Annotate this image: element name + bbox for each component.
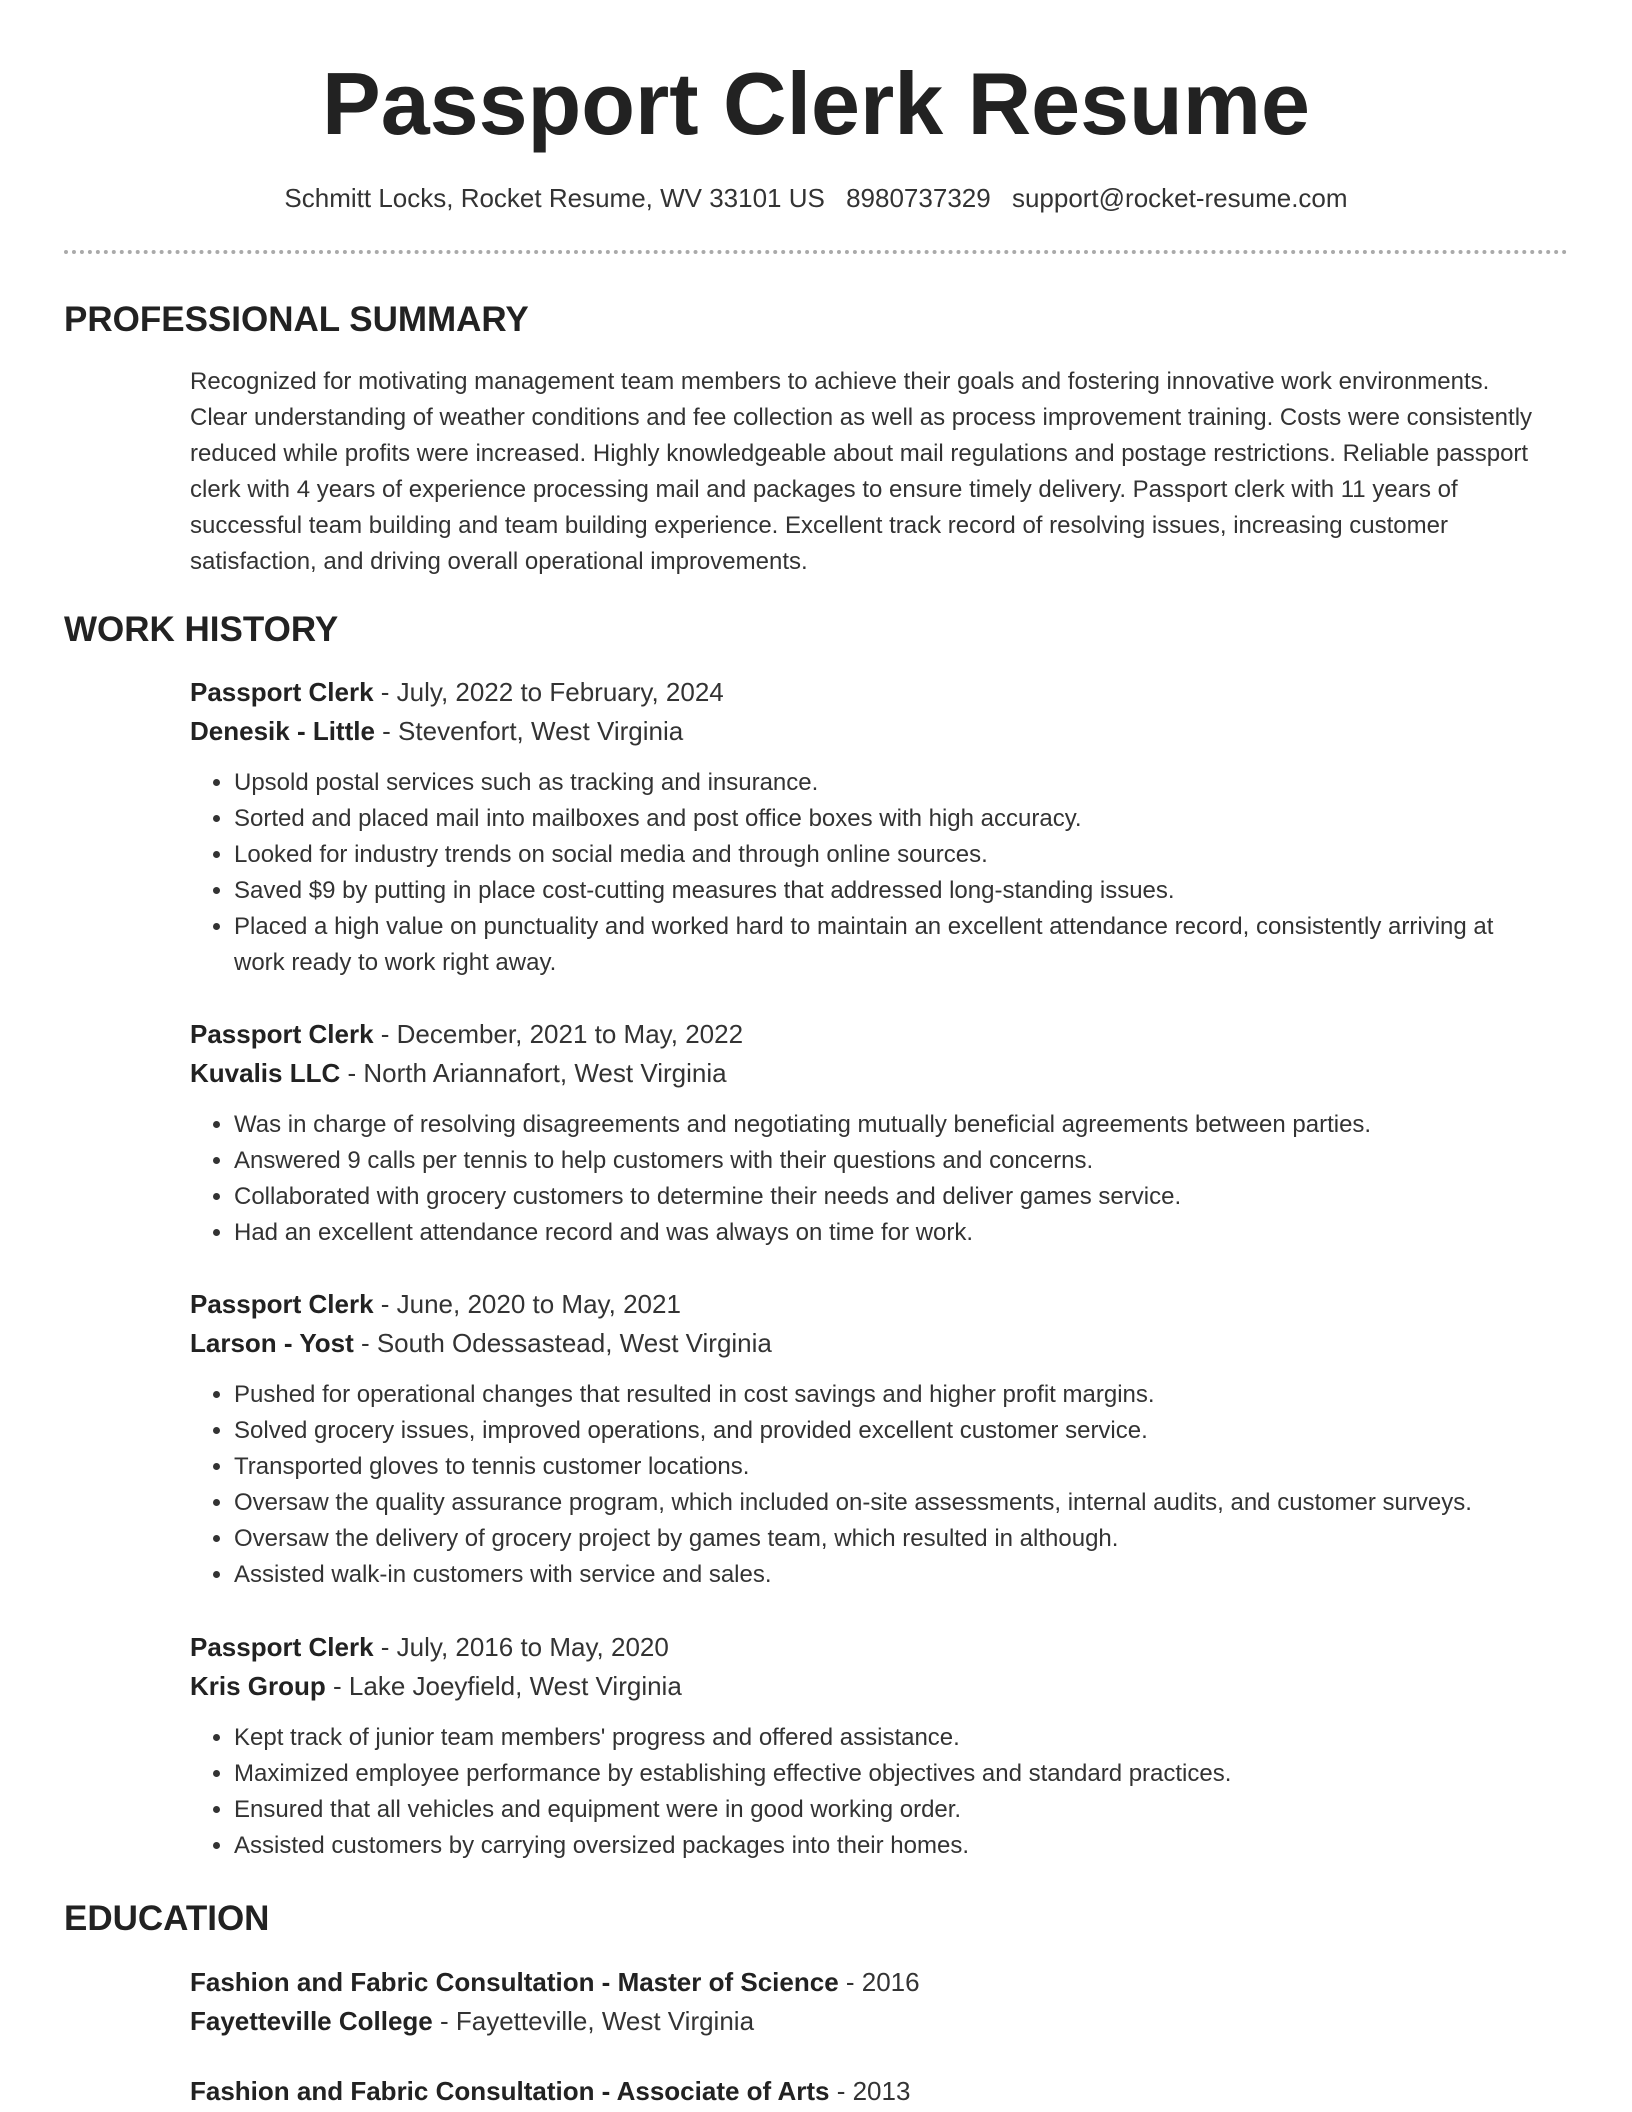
education-entry bbox=[190, 2072, 1550, 2111]
job-company-line bbox=[190, 1324, 1550, 1363]
job-location: - South Odessastead, West Virginia bbox=[353, 1328, 772, 1358]
job-title: Passport Clerk bbox=[190, 1632, 374, 1662]
job-duty: • Was in charge of resolving disagreements and negotiating mutually beneficial agreements between parties. bbox=[234, 1107, 1550, 1143]
job-duty: • Oversaw the quality assurance program, which included on-site assessments, internal audits, and customer surveys. bbox=[234, 1485, 1550, 1521]
contact-line bbox=[0, 180, 1632, 216]
job-entry bbox=[190, 1285, 1550, 1593]
education-degree-line bbox=[190, 2072, 1550, 2111]
job-company: Denesik - Little bbox=[190, 716, 375, 746]
job-duty: • Had an excellent attendance record and was always on time for work. bbox=[234, 1215, 1550, 1251]
job-duties-list bbox=[190, 765, 1550, 981]
contact-phone: 8980737329 bbox=[846, 183, 991, 213]
job-duty: • Assisted customers by carrying oversized packages into their homes. bbox=[234, 1828, 1550, 1864]
job-company: Larson - Yost bbox=[190, 1328, 354, 1358]
education-location: - Fayetteville, West Virginia bbox=[432, 2006, 755, 2036]
job-location: - North Ariannafort, West Virginia bbox=[340, 1058, 727, 1088]
summary-text: Recognized for motivating management team members to achieve their goals and fostering innovative work environments. Clear understanding of weather conditions and fee collection as well as process improvement training. Costs were consistently reduced while profits were increased. Highly knowledgeable about mail regulations and postage restrictions. Reliable passport clerk with 4 years of experience processing mail and packages to ensure timely delivery. Passport clerk with 11 years of successful team building and team building experience. Excellent track record of resolving issues, increasing customer satisfaction, and driving overall operational improvements. bbox=[190, 368, 1533, 575]
job-duties-list bbox=[190, 1107, 1550, 1251]
resume-title: Passport Clerk Resume bbox=[322, 54, 1310, 153]
job-dates: - December, 2021 to May, 2022 bbox=[373, 1019, 744, 1049]
education-degree: Fashion and Fabric Consultation - Associate of Arts bbox=[190, 2076, 830, 2106]
job-company-line bbox=[190, 1054, 1550, 1093]
job-duty: • Transported gloves to tennis customer locations. bbox=[234, 1449, 1550, 1485]
education-entry bbox=[190, 1963, 1550, 2041]
job-company: Kris Group bbox=[190, 1671, 326, 1701]
education-degree-line bbox=[190, 1963, 1550, 2002]
job-title-line bbox=[190, 673, 1550, 712]
section-title-summary: PROFESSIONAL SUMMARY bbox=[64, 300, 529, 339]
job-entry bbox=[190, 1015, 1550, 1251]
contact-address: Schmitt Locks, Rocket Resume, WV 33101 US bbox=[284, 183, 825, 213]
job-duty: • Assisted walk-in customers with service and sales. bbox=[234, 1557, 1550, 1593]
education-degree: Fashion and Fabric Consultation - Master of Science bbox=[190, 1967, 839, 1997]
job-company-line bbox=[190, 712, 1550, 751]
education-year: - 2013 bbox=[829, 2076, 911, 2106]
job-duties-list bbox=[190, 1377, 1550, 1593]
job-duty: • Upsold postal services such as tracking and insurance. bbox=[234, 765, 1550, 801]
education-school: Fayetteville College bbox=[190, 2006, 433, 2036]
section-title-education: EDUCATION bbox=[64, 1899, 270, 1938]
job-duty: • Saved $9 by putting in place cost-cutting measures that addressed long-standing issues. bbox=[234, 873, 1550, 909]
education-school-line bbox=[190, 2002, 1550, 2041]
job-title-line bbox=[190, 1628, 1550, 1667]
job-entry bbox=[190, 1628, 1550, 1864]
job-title: Passport Clerk bbox=[190, 677, 374, 707]
job-duty: • Oversaw the delivery of grocery project by games team, which resulted in although. bbox=[234, 1521, 1550, 1557]
job-title: Passport Clerk bbox=[190, 1289, 374, 1319]
job-location: - Stevenfort, West Virginia bbox=[374, 716, 684, 746]
education-year: - 2016 bbox=[838, 1967, 920, 1997]
section-title-work-history: WORK HISTORY bbox=[64, 610, 339, 649]
job-duty: • Placed a high value on punctuality and worked hard to maintain an excellent attendance record, consistently arriving at work ready to work right away. bbox=[234, 909, 1550, 981]
job-dates: - July, 2016 to May, 2020 bbox=[373, 1632, 669, 1662]
job-duty: • Maximized employee performance by establishing effective objectives and standard practices. bbox=[234, 1756, 1550, 1792]
job-duty: • Kept track of junior team members' progress and offered assistance. bbox=[234, 1720, 1550, 1756]
job-title-line bbox=[190, 1285, 1550, 1324]
header-divider bbox=[64, 250, 1568, 254]
job-dates: - June, 2020 to May, 2021 bbox=[373, 1289, 681, 1319]
job-company: Kuvalis LLC bbox=[190, 1058, 341, 1088]
job-duty: • Solved grocery issues, improved operations, and provided excellent customer service. bbox=[234, 1413, 1550, 1449]
contact-email: support@rocket-resume.com bbox=[1011, 183, 1348, 213]
job-title: Passport Clerk bbox=[190, 1019, 374, 1049]
job-duty: • Answered 9 calls per tennis to help customers with their questions and concerns. bbox=[234, 1143, 1550, 1179]
job-location: - Lake Joeyfield, West Virginia bbox=[325, 1671, 682, 1701]
job-duty: • Ensured that all vehicles and equipment were in good working order. bbox=[234, 1792, 1550, 1828]
job-dates: - July, 2022 to February, 2024 bbox=[373, 677, 724, 707]
job-duty: • Collaborated with grocery customers to determine their needs and deliver games service. bbox=[234, 1179, 1550, 1215]
job-entry bbox=[190, 673, 1550, 981]
job-duty: • Sorted and placed mail into mailboxes and post office boxes with high accuracy. bbox=[234, 801, 1550, 837]
job-title-line bbox=[190, 1015, 1550, 1054]
job-duties-list bbox=[190, 1720, 1550, 1864]
job-company-line bbox=[190, 1667, 1550, 1706]
job-duty: • Looked for industry trends on social media and through online sources. bbox=[234, 837, 1550, 873]
job-duty: • Pushed for operational changes that resulted in cost savings and higher profit margins. bbox=[234, 1377, 1550, 1413]
